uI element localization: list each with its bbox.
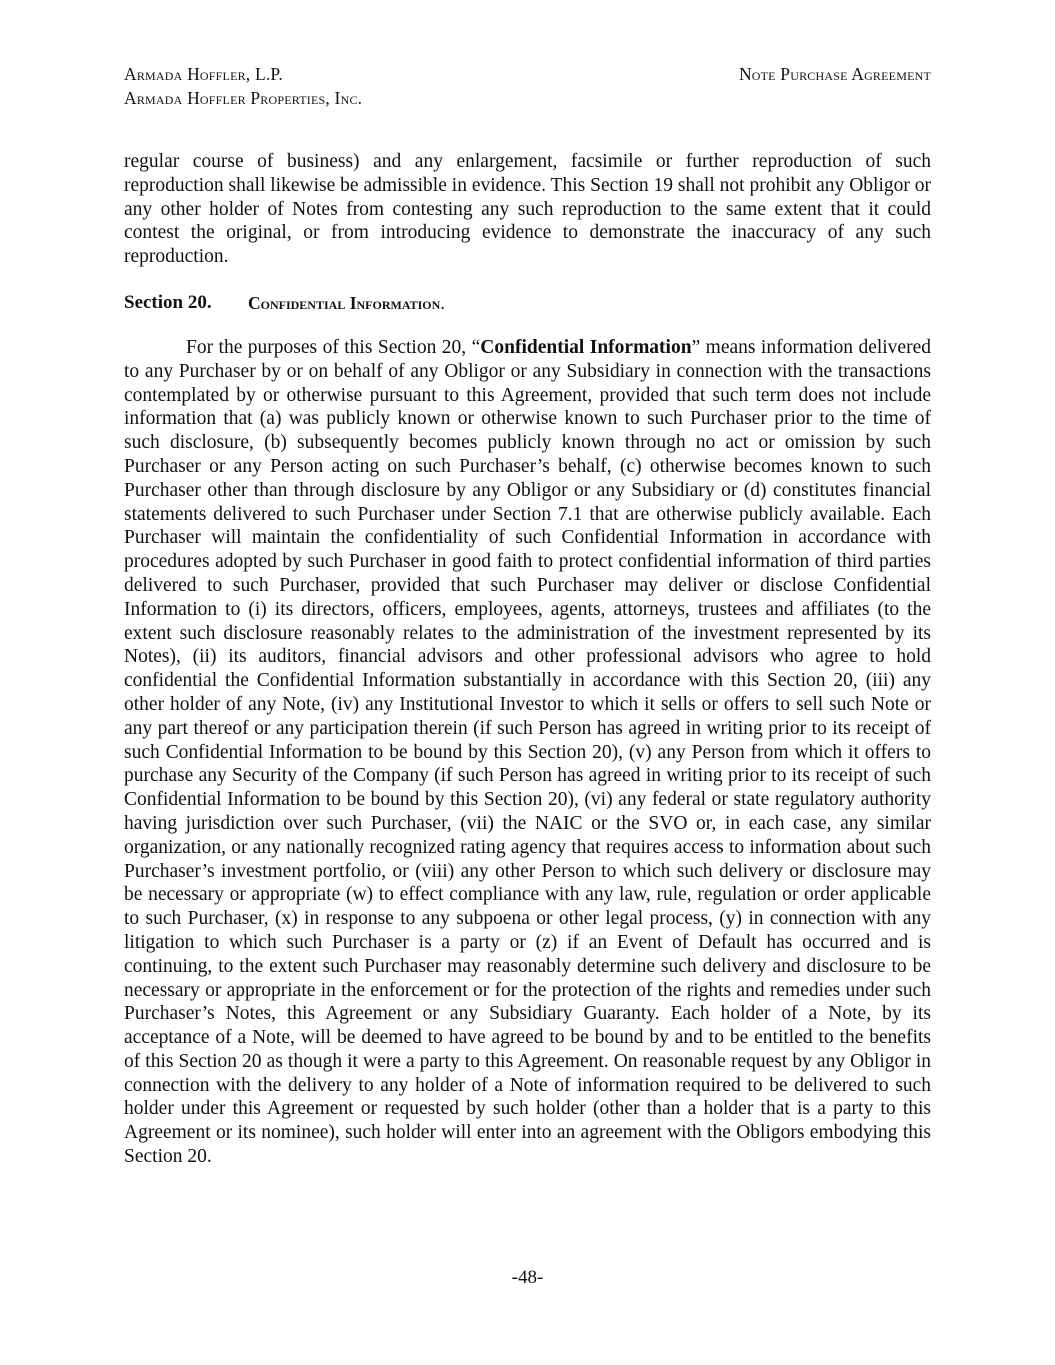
section-title-wrap	[248, 291, 445, 316]
header-party-1: Armada Hoffler, L.P.	[124, 64, 283, 84]
header-document-title: Note Purchase Agreement	[738, 64, 931, 84]
section-number: Section 20.	[124, 291, 212, 313]
section-heading	[124, 291, 931, 316]
page-number: -48-	[511, 1267, 544, 1288]
header-parties	[124, 62, 362, 110]
section-title-period: .	[440, 292, 446, 314]
section-title: Confidential Information	[248, 292, 441, 313]
page-content	[124, 62, 931, 1169]
main-paragraph	[124, 336, 931, 1169]
defined-term: Confidential Information	[480, 336, 692, 358]
main-paragraph-lead: For the purposes of this Section 20, “	[186, 336, 481, 358]
main-paragraph-body: ” means information delivered to any Purchaser by or on behalf of any Obligor or any Subsidiary in connection with the transactions contemplated by or otherwise pursuant to this Agreement, provided that such term does not include information that (a) was publicly known or otherwise known to such Purchaser prior to the time of such disclosure, (b) subsequently becomes publicly known through no act or omission by such Purchaser or any Person acting on such Purchaser’s behalf, (c) otherwise becomes known to such Purchaser other than through disclosure by any Obligor or any Subsidiary or (d) constitutes financial statements delivered to such Purchaser under Section 7.1 that are otherwise publicly available. Each Purchaser will maintain the confidentiality of such Confidential Information in accordance with procedures adopted by such Purchaser in good faith to protect confidential information of third parties delivered to such Purchaser, provided that such Purchaser may deliver or disclose Confidential Information to (i) its directors, officers, employees, agents, attorneys, trustees and affiliates (to the extent such disclosure reasonably relates to the administration of the investment represented by its Notes), (ii) its auditors, financial advisors and other professional advisors who agree to hold confidential the Confidential Information substantially in accordance with this Section 20, (iii) any other holder of any Note, (iv) any Institutional Investor to which it sells or offers to sell such Note or any part thereof or any participation therein (if such Person has agreed in writing prior to its receipt of such Confidential Information to be bound by this Section 20), (v) any Person from which it offers to purchase any Security of the Company (if such Person has agreed in writing prior to its receipt of such Confidential Information to be bound by this Section 20), (vi) any federal or state regulatory authority having jurisdiction over such Purchaser, (vii) the NAIC or the SVO or, in each case, any similar organization, or any nationally recognized rating agency that requires access to information about such Purchaser’s investment portfolio, or (viii) any other Person to which such delivery or disclosure may be necessary or appropriate (w) to effect compliance with any law, rule, regulation or order applicable to such Purchaser, (x) in response to any subpoena or other legal process, (y) in connection with any litigation to which such Purchaser is a party or (z) if an Event of Default has occurred and is continuing, to the extent such Purchaser may reasonably determine such delivery and disclosure to be necessary or appropriate in the enforcement or for the protection of the rights and remedies under such Purchaser’s Notes, this Agreement or any Subsidiary Guaranty. Each holder of a Note, by its acceptance of a Note, will be deemed to have agreed to be bound by and to be entitled to the benefits of this Section 20 as though it were a party to this Agreement. On reasonable request by any Obligor in connection with the delivery to any holder of a Note of information required to be delivered to such holder under this Agreement or requested by such holder (other than a holder that is a party to this Agreement or its nominee), such holder will enter into an agreement with the Obligors embodying this Section 20.	[124, 336, 931, 1168]
running-header	[124, 62, 931, 110]
header-party-2: Armada Hoffler Properties, Inc.	[124, 88, 363, 108]
continuation-paragraph: regular course of business) and any enlargement, facsimile or further reproduction of such reproduction shall likewise be admissible in evidence. This Section 19 shall not prohibit any Obligor or any other holder of Notes from contesting any such reproduction to the same extent that it could contest the original, or from introducing evidence to demonstrate the inaccuracy of any such reproduction.	[124, 151, 931, 268]
